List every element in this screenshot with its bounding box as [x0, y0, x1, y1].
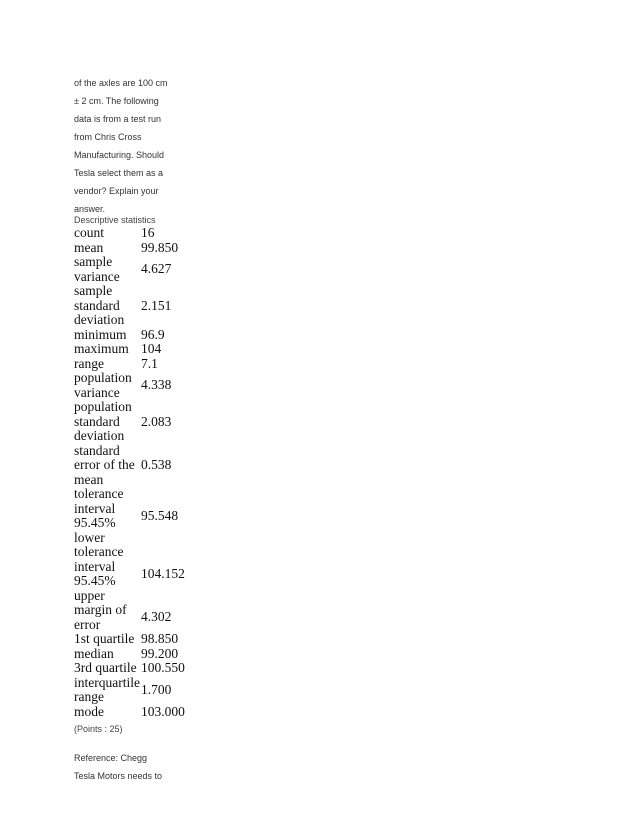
points-label: (Points : 25) [74, 724, 123, 734]
question-line: Manufacturing. Should [74, 150, 165, 160]
stat-value: 2.151 [140, 297, 172, 313]
stat-value: 95.548 [140, 507, 179, 523]
stat-label-line: range [74, 689, 104, 704]
stat-label-line: mean [74, 239, 104, 255]
stat-label [74, 226, 141, 241]
stat-label [74, 444, 141, 488]
stat-row [74, 705, 185, 720]
stat-value: 99.200 [140, 645, 179, 661]
stat-row [74, 342, 185, 357]
stat-row [74, 603, 185, 632]
stat-label-line: 1st quartile [74, 631, 135, 646]
stat-label-line: variance [74, 268, 120, 284]
question-line: answer. [74, 204, 106, 214]
stat-label-line: population [74, 370, 132, 385]
stat-row [74, 357, 185, 372]
stat-label-line: 95.45% [74, 573, 116, 588]
question-line: from Chris Cross [74, 132, 142, 142]
stat-label [74, 371, 141, 400]
stat-row [74, 545, 185, 603]
stat-label [74, 241, 141, 256]
stat-label-line: deviation [74, 428, 125, 443]
stat-row [74, 371, 185, 400]
stat-label-line: minimum [74, 326, 127, 342]
question-text [74, 74, 214, 218]
stat-label [74, 284, 141, 328]
question-line: ± 2 cm. The following [74, 96, 159, 106]
stat-label [74, 342, 141, 357]
reference-line: Reference: Chegg [74, 753, 148, 763]
stat-label [74, 661, 141, 676]
stat-row [74, 328, 185, 343]
descriptive-statistics-table [74, 226, 185, 719]
stat-label-line: interquartile [74, 674, 140, 690]
stat-value: 4.338 [140, 377, 172, 393]
stat-row [74, 647, 185, 662]
stat-value: 98.850 [140, 631, 179, 646]
stat-value: 99.850 [140, 239, 179, 255]
stat-label-line: 95.45% [74, 515, 116, 530]
reference-line: Tesla Motors needs to [74, 771, 163, 781]
stat-label [74, 632, 141, 647]
stat-label [74, 328, 141, 343]
stat-row [74, 676, 185, 705]
stat-label-line: standard [74, 413, 120, 429]
stat-label [74, 255, 141, 284]
stat-row [74, 284, 185, 328]
stat-label-line: deviation [74, 312, 125, 327]
stat-label-line: upper [74, 587, 105, 603]
stat-label-line: mode [74, 703, 104, 719]
stat-value: 100.550 [140, 660, 185, 675]
stat-label-line: range [74, 355, 104, 371]
stat-row [74, 255, 185, 284]
stat-label-line: tolerance [74, 486, 124, 501]
stat-value: 1.700 [140, 681, 172, 697]
stat-label [74, 676, 141, 705]
stat-value: 104 [140, 341, 162, 356]
stat-label-line: interval [74, 500, 116, 516]
question-line: of the axles are 100 cm [74, 78, 168, 88]
stat-label-line: variance [74, 384, 120, 400]
stat-label-line: error of the [74, 457, 135, 472]
document-content [74, 74, 214, 785]
stat-label-line: error [74, 616, 101, 632]
stat-value: 7.1 [140, 355, 158, 371]
stat-label-line: tolerance [74, 544, 124, 559]
stat-label-line: count [74, 225, 104, 240]
stats-caption: Descriptive statistics [74, 215, 156, 225]
stat-row [74, 241, 185, 256]
stat-label-line: sample [74, 283, 113, 298]
stat-value: 104.152 [140, 565, 185, 581]
stat-label-line: median [74, 645, 114, 661]
stat-value: 103.000 [140, 703, 185, 719]
stat-row [74, 661, 185, 676]
stat-value: 2.083 [140, 413, 172, 429]
stat-label-line: population [74, 399, 132, 414]
stat-label [74, 357, 141, 372]
stat-value: 96.9 [140, 326, 165, 342]
reference-text [74, 749, 214, 785]
stat-label-line: maximum [74, 341, 129, 356]
stat-label [74, 705, 141, 720]
stat-value: 4.627 [140, 261, 172, 277]
stat-label [74, 487, 141, 545]
stat-label-line: sample [74, 254, 113, 269]
stat-label-line: standard [74, 442, 120, 458]
stat-label-line: lower [74, 529, 105, 545]
stat-label [74, 545, 141, 603]
stat-label-line: mean [74, 471, 104, 487]
stat-label [74, 400, 141, 444]
stat-row [74, 444, 185, 488]
stat-row [74, 400, 185, 444]
stat-label-line: interval [74, 558, 116, 574]
question-line: vendor? Explain your [74, 186, 159, 196]
stat-row [74, 632, 185, 647]
question-line: data is from a test run [74, 114, 162, 124]
stat-row [74, 226, 185, 241]
stat-label-line: standard [74, 297, 120, 313]
stat-value: 0.538 [140, 457, 172, 472]
stat-label-line: margin of [74, 602, 127, 617]
question-line: Tesla select them as a [74, 168, 164, 178]
stat-value: 4.302 [140, 609, 172, 625]
stat-label-line: 3rd quartile [74, 660, 137, 675]
stat-label [74, 647, 141, 662]
stat-label [74, 603, 141, 632]
stat-value: 16 [140, 225, 155, 240]
stat-row [74, 487, 185, 545]
